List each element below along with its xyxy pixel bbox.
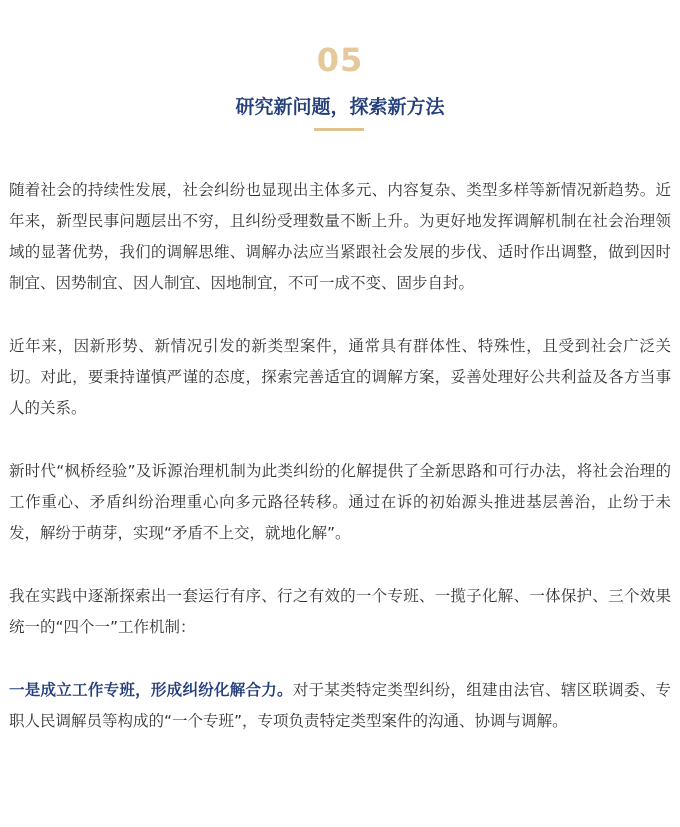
paragraph-working-group [9, 675, 671, 737]
paragraph-body-text: 对于某类特定类型纠纷，组建由法官、辖区联调委、专职人民调解员等构成的“一个专班”，专项负责特定类型案件的沟通、协调与调解。 [9, 681, 671, 730]
section-number: 05 [316, 41, 364, 79]
paragraph-fengqiao-experience: 新时代“枫桥经验”及诉源治理机制为此类纠纷的化解提供了全新思路和可行办法，将社会治理的工作重心、矛盾纠纷治理重心向多元路径转移。通过在诉的初始源头推进基层善治，止纷于未发，解纷于萌芽，实现“矛盾不上交，就地化解”。 [9, 462, 671, 542]
paragraph-new-cases: 近年来，因新形势、新情况引发的新类型案件，通常具有群体性、特殊性，且受到社会广泛关切。对此，要秉持谨慎严谨的态度，探索完善适宜的调解方案，妥善处理好公共利益及各方当事人的关系。 [9, 337, 671, 417]
paragraph-lead-text: 一是成立工作专班，形成纠纷化解合力。 [9, 681, 293, 699]
section-title: 研究新问题，探索新方法 [235, 96, 445, 118]
title-underline [314, 128, 364, 131]
article-body [9, 175, 671, 737]
paragraph-development-trends: 随着社会的持续性发展，社会纠纷也显现出主体多元、内容复杂、类型多样等新情况新趋势。近年来，新型民事问题层出不穷，且纠纷受理数量不断上升。为更好地发挥调解机制在社会治理领域的显著优势，我们的调解思维、调解办法应当紧跟社会发展的步伐、适时作出调整，做到因时制宜、因势制宜、因人制宜、因地制宜，不可一成不变、固步自封。 [9, 181, 671, 292]
paragraph-four-ones-mechanism: 我在实践中逐渐探索出一套运行有序、行之有效的一个专班、一揽子化解、一体保护、三个效果统一的“四个一”工作机制： [9, 587, 671, 636]
